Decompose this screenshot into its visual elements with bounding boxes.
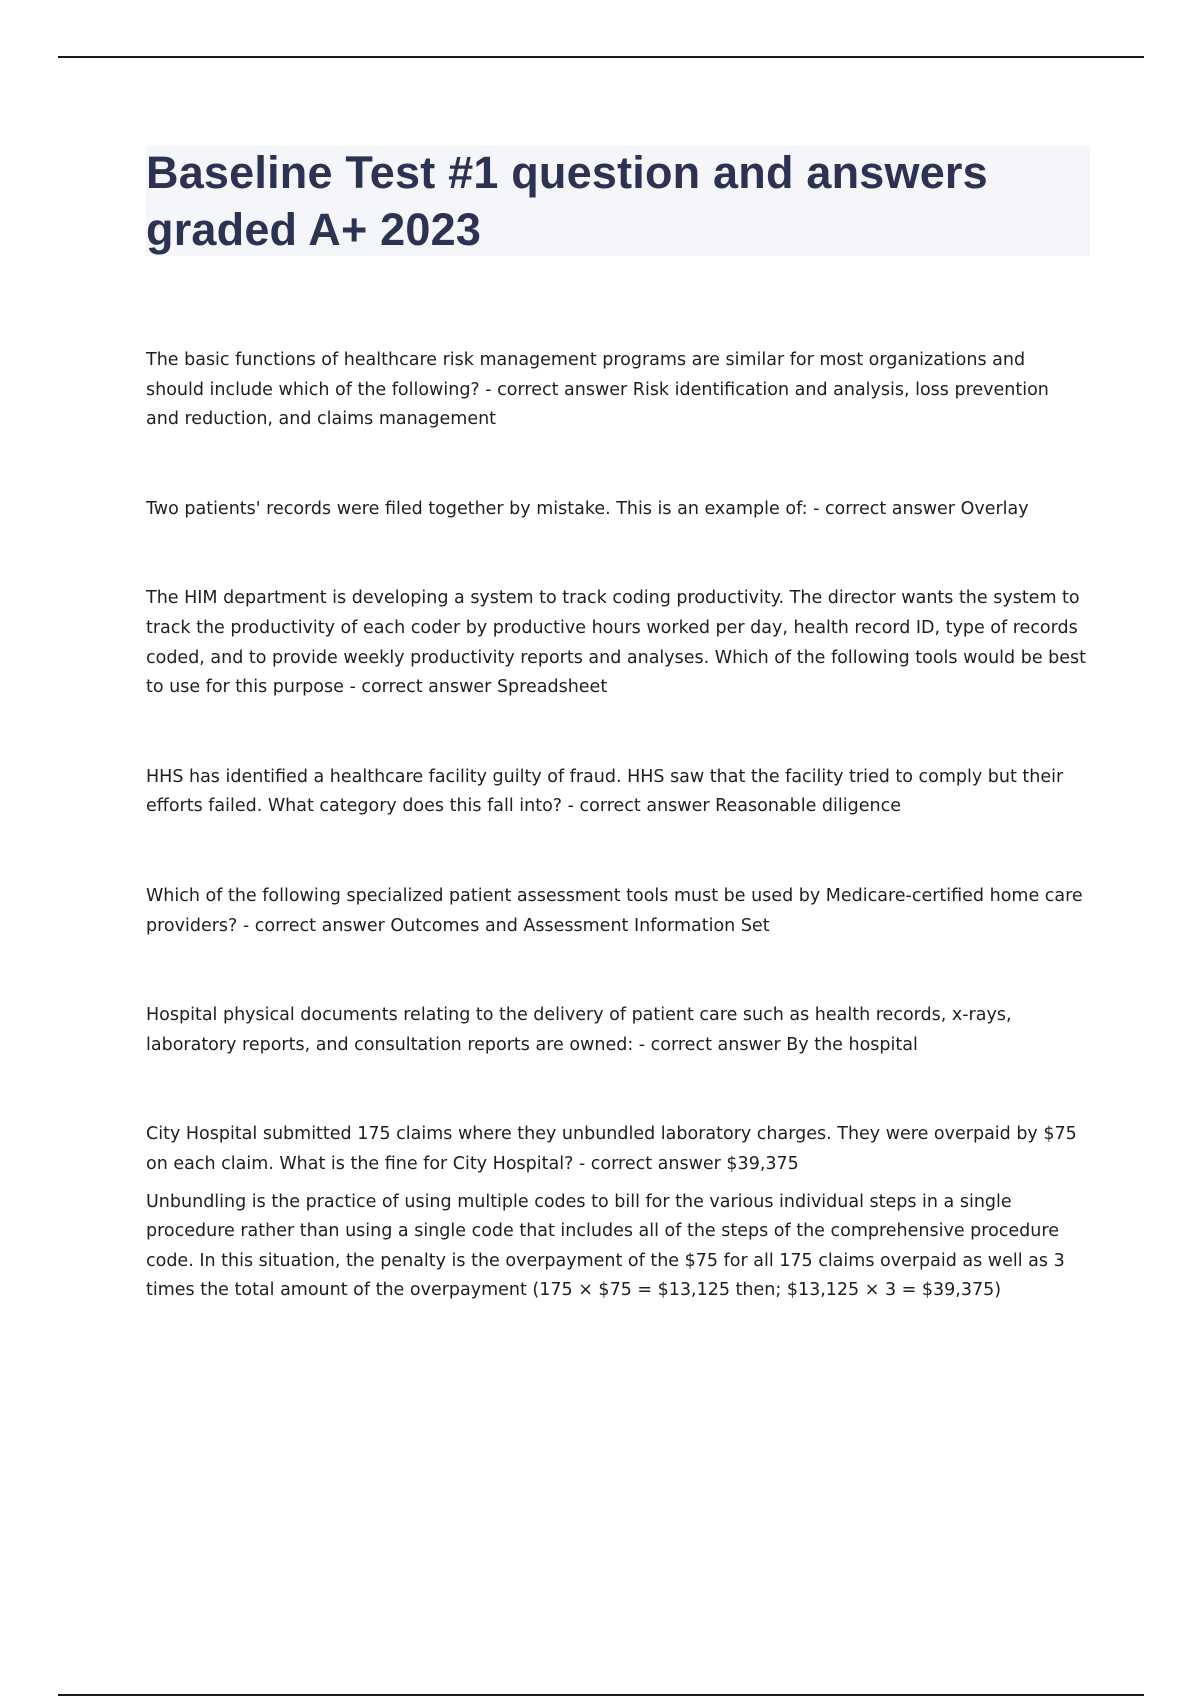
answer-text: Outcomes and Assessment Information Set <box>390 915 770 936</box>
top-rule <box>58 56 1144 58</box>
answer-separator: - correct answer <box>562 796 716 817</box>
question-text: HHS has identified a healthcare facility guilty of fraud. HHS saw that the facility tried to comply but their efforts failed. What category does this fall into? <box>146 766 1064 817</box>
question-text: The basic functions of healthcare risk management programs are similar for most organizations and should include which of the following? <box>146 350 1026 400</box>
answer-text: Risk identification and analysis, loss prevention and reduction, and claims management <box>146 379 1049 430</box>
qa-item-7 <box>146 1120 1086 1179</box>
answer-text: Spreadsheet <box>496 677 608 698</box>
answer-separator: - correct answer <box>237 915 391 936</box>
qa-item-5 <box>146 882 1086 941</box>
question-text: Two patients' records were filed together by mistake. This is an example of: <box>146 498 808 519</box>
answer-explanation: Unbundling is the practice of using multiple codes to bill for the various individual steps in a single procedure rather than using a single code that includes all of the steps of the comprehensive procedure code. In this situation, the penalty is the overpayment of the $75 for all 175 claims overpaid as well as 3 times the total amount of the overpayment (175 × $75 = $13,125 then; $13,125 × 3 = $39,375) <box>146 1191 1065 1301</box>
qa-content <box>146 346 1086 1306</box>
answer-separator: - correct answer <box>479 379 633 400</box>
qa-item-6 <box>146 1001 1086 1060</box>
qa-item-1 <box>146 346 1086 435</box>
question-text: City Hospital submitted 175 claims where they unbundled laboratory charges. They were overpaid by $75 on each claim. What is the fine for City Hospital? <box>146 1124 1077 1174</box>
answer-text: $39,375 <box>726 1153 799 1174</box>
answer-separator: - correct answer <box>573 1153 727 1174</box>
qa-item-4 <box>146 763 1086 822</box>
answer-separator: - correct answer <box>633 1034 787 1055</box>
answer-separator: - correct answer <box>807 498 961 519</box>
document-title: Baseline Test #1 question and answers graded A+ 2023 <box>146 147 988 255</box>
answer-text: Reasonable diligence <box>715 796 901 817</box>
answer-separator: - correct answer <box>343 677 497 698</box>
qa-item-2 <box>146 495 1086 525</box>
answer-text: Overlay <box>960 498 1029 519</box>
answer-text: By the hospital <box>786 1034 918 1055</box>
question-text: The HIM department is developing a system to track coding productivity. The director wants the system to track the productivity of each coder by productive hours worked per day, health record ID, type of records coded, and to provide weekly productivity reports and analyses. Which of the following tools would be best to use for this purpose <box>146 588 1087 698</box>
qa-item-3 <box>146 584 1086 702</box>
question-text: Hospital physical documents relating to the delivery of patient care such as health records, x-rays, laboratory reports, and consultation reports are owned: <box>146 1005 1012 1055</box>
bottom-rule <box>58 1694 1144 1696</box>
question-text: Which of the following specialized patient assessment tools must be used by Medicare-certified home care providers? <box>146 885 1083 936</box>
